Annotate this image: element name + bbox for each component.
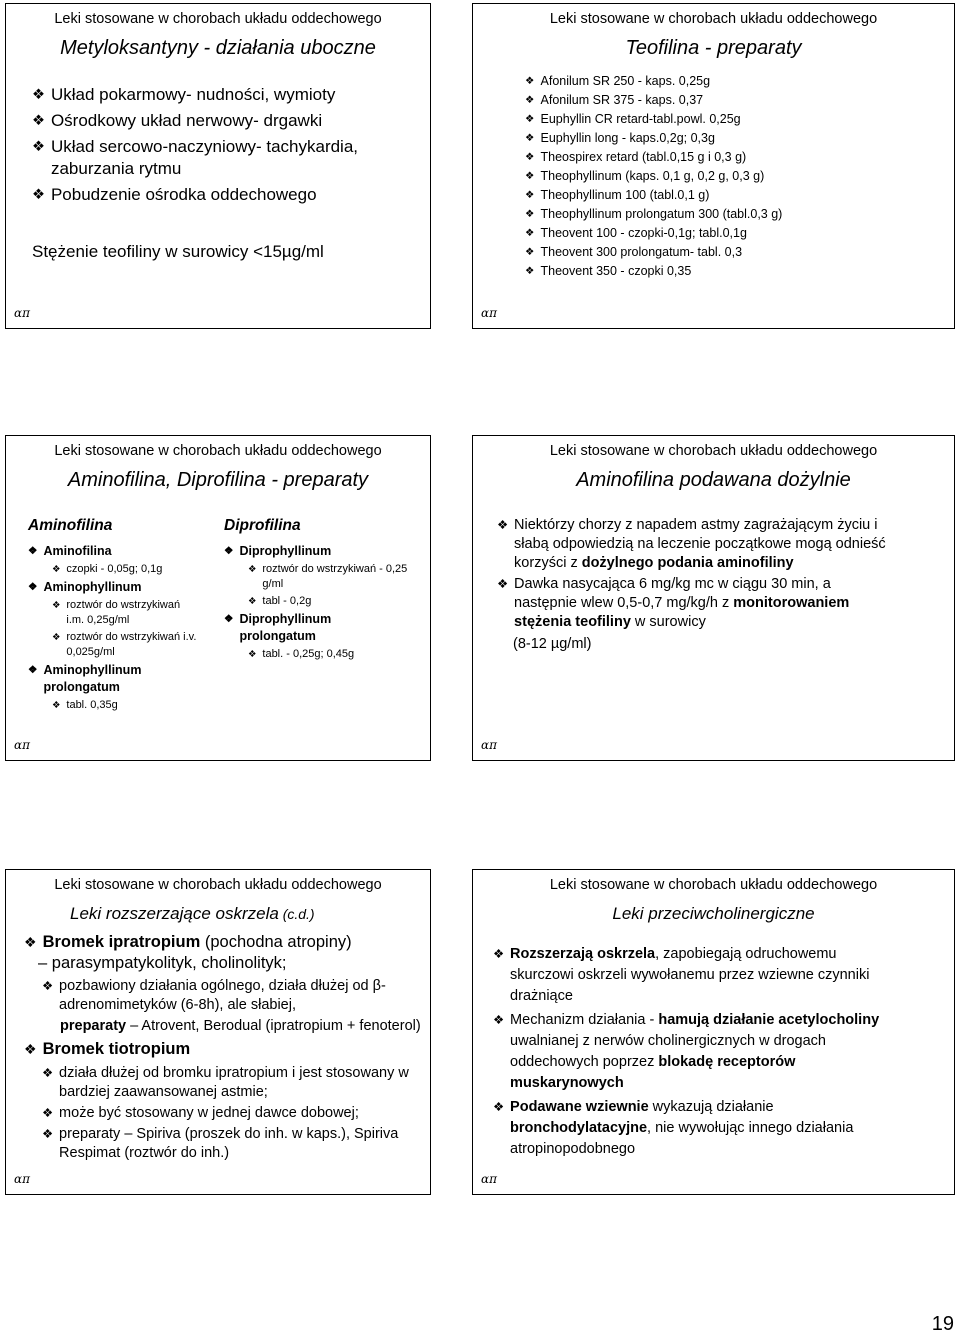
logo: απ [14, 738, 30, 752]
list-item: ❖ Ośrodkowy układ nerwowy- drgawki [32, 111, 323, 130]
list-item: ❖ może być stosowany w jednej dawce dobowej; [42, 1105, 359, 1121]
list-item: ❖ Układ sercowo-naczyniowy- tachykardia, zaburzania rytmu [32, 137, 359, 178]
list-item: preparaty – Atrovent, Berodual (ipratropium + fenoterol) [60, 1018, 421, 1034]
diamond-bullet-icon: ❖ [32, 139, 45, 155]
list-item: ❖ Theophyllinum prolongatum 300 (tabl.0,3 g) [525, 205, 945, 224]
diprofilina-column [224, 517, 424, 664]
list-item: ❖ roztwór do wstrzykiwań i.m. 0,25g/ml [52, 599, 181, 626]
diamond-bullet-icon: ❖ [24, 1041, 37, 1057]
list-item: ❖ Afonilum SR 250 - kaps. 0,25g [525, 72, 945, 91]
diamond-bullet-icon: ❖ [32, 187, 45, 203]
diamond-bullet-icon: ❖ [28, 664, 38, 676]
content [24, 932, 424, 1165]
list-item: ❖ Bromek ipratropium (pochodna atropiny) [24, 933, 352, 951]
list-item: ❖ Aminophyllinum [28, 580, 142, 594]
slide-header: Leki stosowane w chorobach układu oddechowego [54, 443, 382, 459]
list-item: ❖ Theophyllinum (kaps. 0,1 g, 0,2 g, 0,3 g) [525, 167, 945, 186]
diamond-bullet-icon: ❖ [224, 613, 234, 625]
aminofilina-column [28, 517, 214, 715]
list-item: ❖ roztwór do wstrzykiwań i.v. 0,025g/ml [52, 631, 197, 658]
list-item: ❖ Podawane wziewnie wykazują działanie bronchodylatacyjne, nie wywołując innego działania atropinopodobnego [493, 1099, 854, 1157]
slide-header: Leki stosowane w chorobach układu oddechowego [549, 877, 878, 893]
slide-header: Leki stosowane w chorobach układu oddechowego [54, 11, 382, 27]
diamond-bullet-icon: ❖ [525, 189, 535, 201]
paragraph: ❖ Niektórzy chorzy z napadem astmy zagrażającym życiu i słabą odpowiedzią na leczenie początkowe mogą odnieść korzyści z dożylnego podania aminofiliny [497, 517, 886, 571]
slide-header: Leki stosowane w chorobach układu oddechowego [54, 877, 382, 893]
list-item: ❖ Euphyllin CR retard-tabl.powl. 0,25g [525, 110, 945, 129]
diamond-bullet-icon: ❖ [248, 596, 257, 606]
diamond-bullet-icon: ❖ [52, 700, 61, 710]
slide-title: Leki przeciwcholinergiczne [612, 904, 815, 923]
paragraph: (8-12 µg/ml) [513, 636, 592, 652]
diamond-bullet-icon: ❖ [525, 227, 535, 239]
slide-metyloksantyny [5, 3, 431, 329]
list-item: ❖ tabl. - 0,25g; 0,45g [248, 648, 355, 660]
slide-title: Aminofilina podawana dożylnie [576, 469, 851, 491]
list-item: ❖ Theovent 350 - czopki 0,35 [525, 262, 945, 281]
list-item: ❖ Rozszerzają oskrzela, zapobiegają odruchowemu skurczowi oskrzeli wywołanemu przez wziewne czynniki drażniące [493, 946, 870, 1004]
slide-title: Leki rozszerzające oskrzela (c.d.) [70, 904, 315, 923]
diamond-bullet-icon: ❖ [525, 151, 535, 163]
list-item: ❖ Theovent 100 - czopki-0,1g; tabl.0,1g [525, 224, 945, 243]
list-item: ❖ roztwór do wstrzykiwań - 0,25 g/ml [248, 563, 408, 590]
content [493, 944, 893, 1162]
slide-aminofilina-diprofilina [5, 435, 431, 761]
concentration-note: Stężenie teofiliny w surowicy <15µg/ml [32, 242, 324, 261]
diamond-bullet-icon: ❖ [493, 947, 505, 961]
slide-title: Metyloksantyny - działania uboczne [60, 37, 376, 59]
diamond-bullet-icon: ❖ [525, 75, 535, 87]
diamond-bullet-icon: ❖ [24, 934, 37, 950]
logo: απ [481, 1172, 497, 1186]
list-item: ❖ Bromek tiotropium [24, 1040, 191, 1058]
diamond-bullet-icon: ❖ [248, 564, 257, 574]
diamond-bullet-icon: ❖ [525, 94, 535, 106]
diamond-bullet-icon: ❖ [42, 1127, 54, 1141]
slide-teofilina [472, 3, 955, 329]
diamond-bullet-icon: ❖ [224, 545, 234, 557]
list-item: ❖ Theophyllinum 100 (tabl.0,1 g) [525, 186, 945, 205]
diamond-bullet-icon: ❖ [497, 577, 509, 591]
slide-header: Leki stosowane w chorobach układu oddechowego [549, 11, 878, 27]
slide-aminofilina-dozylnie [472, 435, 955, 761]
column-heading: Diprofilina [224, 517, 301, 534]
diamond-bullet-icon: ❖ [28, 545, 38, 557]
diamond-bullet-icon: ❖ [493, 1100, 505, 1114]
list-item: ❖ Theospirex retard (tabl.0,15 g i 0,3 g) [525, 148, 945, 167]
list-item: ❖ Euphyllin long - kaps.0,2g; 0,3g [525, 129, 945, 148]
diamond-bullet-icon: ❖ [493, 1013, 505, 1027]
diamond-bullet-icon: ❖ [28, 581, 38, 593]
slide-title: Aminofilina, Diprofilina - preparaty [67, 469, 369, 491]
list-item: ❖ Afonilum SR 375 - kaps. 0,37 [525, 91, 945, 110]
logo: απ [14, 306, 30, 320]
diamond-bullet-icon: ❖ [525, 170, 535, 182]
list-item: ❖ tabl - 0,2g [248, 595, 312, 607]
diamond-bullet-icon: ❖ [32, 87, 45, 103]
list-item: – parasympatykolityk, cholinolityk; [38, 954, 287, 972]
paragraph: ❖ Dawka nasycająca 6 mg/kg mc w ciągu 30 min, a następnie wlew 0,5-0,7 mg/kg/h z monitorowaniem stężenia teofiliny w surowicy [497, 576, 850, 630]
list-item: ❖ Układ pokarmowy- nudności, wymioty [32, 85, 336, 104]
list-item: ❖ Aminophyllinum prolongatum [28, 663, 142, 694]
slide-leki-przeciwcholinergiczne [472, 869, 955, 1195]
diamond-bullet-icon: ❖ [52, 564, 61, 574]
list-item: ❖ czopki - 0,05g; 0,1g [52, 563, 163, 575]
slide-leki-rozszerzajace [5, 869, 431, 1195]
list-item: ❖ Diprophyllinum [224, 544, 332, 558]
list-item: ❖ Aminofilina [28, 544, 112, 558]
list-item: ❖ Pobudzenie ośrodka oddechowego [32, 185, 317, 204]
page-number: 19 [931, 1313, 954, 1335]
slide-header: Leki stosowane w chorobach układu oddechowego [549, 443, 878, 459]
list-item: ❖ preparaty – Spiriva (proszek do inh. w kaps.), Spiriva Respimat (roztwór do inh.) [42, 1126, 399, 1161]
logo: απ [14, 1172, 30, 1186]
diamond-bullet-icon: ❖ [525, 265, 535, 277]
diamond-bullet-icon: ❖ [525, 246, 535, 258]
list-item: ❖ Theovent 300 prolongatum- tabl. 0,3 [525, 243, 945, 262]
list-item: ❖ Diprophyllinum prolongatum [224, 612, 332, 643]
diamond-bullet-icon: ❖ [525, 132, 535, 144]
list-item: ❖ tabl. 0,35g [52, 699, 118, 711]
diamond-bullet-icon: ❖ [52, 600, 61, 610]
diamond-bullet-icon: ❖ [32, 113, 45, 129]
logo: απ [481, 738, 497, 752]
product-list [525, 72, 945, 281]
diamond-bullet-icon: ❖ [42, 979, 54, 993]
diamond-bullet-icon: ❖ [497, 518, 509, 532]
slide-title: Teofilina - preparaty [625, 37, 802, 59]
diamond-bullet-icon: ❖ [52, 632, 61, 642]
list-item: ❖ działa dłużej od bromku ipratropium i jest stosowany w bardziej zaawansowanej astmie; [42, 1065, 409, 1100]
diamond-bullet-icon: ❖ [248, 649, 257, 659]
diamond-bullet-icon: ❖ [42, 1106, 54, 1120]
diamond-bullet-icon: ❖ [525, 113, 535, 125]
list-item: ❖ Mechanizm działania - hamują działanie acetylocholiny uwalnianej z nerwów cholinergicznych w drogach oddechowych poprzez blokadę receptorów muskarynowych [493, 1012, 880, 1091]
content [497, 516, 889, 652]
logo: απ [481, 306, 497, 320]
column-heading: Aminofilina [28, 517, 113, 534]
diamond-bullet-icon: ❖ [42, 1066, 54, 1080]
bullet-list [32, 84, 424, 210]
list-item: ❖ pozbawiony działania ogólnego, działa dłużej od β-adrenomimetyków (6-8h), ale słabiej, [42, 978, 386, 1013]
diamond-bullet-icon: ❖ [525, 208, 535, 220]
